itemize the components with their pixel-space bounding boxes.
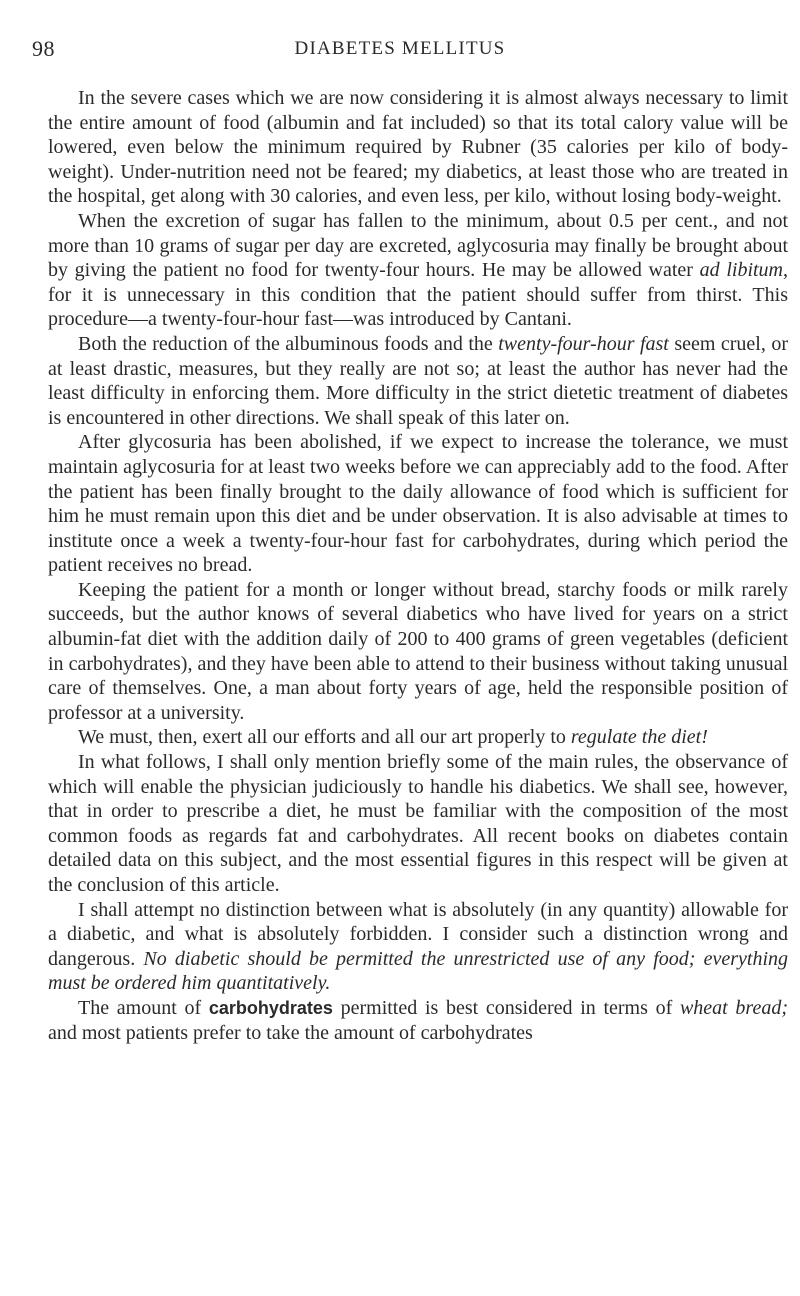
paragraph-4-text: After glycosuria has been abolished, if we expect to increase the tolerance, we must maintain aglycosuria for at least two weeks before we can appreciably add to the food. After the patient has been finally brought to the daily allowance of food which is sufficient for him he must remain upon this diet and be under observation. It is also advisable at times to institute once a week a twenty-four-hour fast for carbohydrates, during which period the patient receives no bread.: [48, 431, 788, 577]
paragraph-7: [48, 750, 788, 898]
paragraph-8: [48, 898, 788, 996]
paragraph-9-text-e: and most patients prefer to take the amount of carbohydrates: [48, 1021, 533, 1044]
paragraph-2-text-a: When the excretion of sugar has fallen to the minimum, about 0.5 per cent., and not more than 10 grams of sugar per day are excreted, aglycosuria may finally be brought about by giving the patient no food for twenty-four hours. He may be allowed water: [48, 209, 788, 282]
paragraph-9: [48, 996, 788, 1045]
paragraph-8-text-a: I shall attempt no distinction between what is absolutely (in any quantity) allowable for a diabetic, and what is absolutely forbidden. I consider such a distinction wrong and dangerous.: [48, 898, 788, 970]
paragraph-2-text-c: , for it is unnecessary in this condition that the patient should suffer from thirst. This procedure—a twenty-four-hour fast—was introduced by Cantani.: [48, 259, 789, 331]
running-title: DIABETES MELLITUS: [294, 38, 506, 59]
paragraph-9-bold: carbohydrates: [208, 997, 333, 1018]
page-header: [32, 36, 768, 62]
paragraph-6-italic: regulate the diet!: [570, 726, 708, 749]
paragraph-5-text: Keeping the patient for a month or longer without bread, starchy foods or milk rarely succeeds, but the author knows of several diabetics who have lived for years on a strict albumin-fat diet with the addition daily of 200 to 400 grams of green vegetables (deficient in carbohydrates), and they have been able to attend to their business without taking unusual care of themselves. One, a man about forty years of age, held the responsible position of professor at a university.: [48, 578, 788, 724]
page-number: 98: [32, 36, 55, 61]
paragraph-4: [48, 430, 788, 578]
paragraph-5: [48, 578, 788, 726]
paragraph-2: [48, 209, 788, 332]
paragraph-6-text-a: We must, then, exert all our efforts and all our art properly to: [78, 726, 571, 749]
paragraph-8-italic: No diabetic should be permitted the unrestricted use of any food; everything must be ordered him quantitatively.: [48, 947, 788, 995]
body-text: [48, 86, 788, 1045]
paragraph-9-text-c: permitted is best considered in terms of: [332, 996, 680, 1019]
paragraph-3-text-c: seem cruel, or at least drastic, measures, but they really are not so; at least the author has never had the least difficulty in enforcing them. More difficulty in the strict dietetic treatment of diabetes is encountered in other directions. We shall speak of this later on.: [48, 332, 788, 429]
paragraph-3-italic: twenty-four-hour fast: [498, 332, 669, 355]
paragraph-6: [48, 725, 788, 750]
paragraph-2-italic: ad libitum: [699, 259, 784, 282]
paragraph-7-text: In what follows, I shall only mention briefly some of the main rules, the observance of which will enable the physician judiciously to handle his diabetics. We shall see, however, that in order to prescribe a diet, he must be familiar with the composition of the most common foods as regards fat and carbohydrates. All recent books on diabetes contain detailed data on this subject, and the most essential figures in this respect will be given at the conclusion of this article.: [48, 751, 788, 896]
paragraph-3: [48, 332, 788, 430]
paragraph-3-text-a: Both the reduction of the albuminous foods and the: [78, 332, 499, 355]
paragraph-1: [48, 86, 788, 209]
paragraph-1-text: In the severe cases which we are now considering it is almost always necessary to limit the entire amount of food (albumin and fat included) so that its total calory value will be lowered, even below the minimum required by Rubner (35 calories per kilo of body-weight). Under-nutrition need not be feared; my diabetics, at least those who are treated in the hospital, get along with 30 calories, and even less, per kilo, without losing body-weight.: [48, 87, 788, 208]
paragraph-9-italic: wheat bread;: [679, 996, 788, 1019]
paragraph-9-text-a: The amount of: [78, 996, 209, 1019]
